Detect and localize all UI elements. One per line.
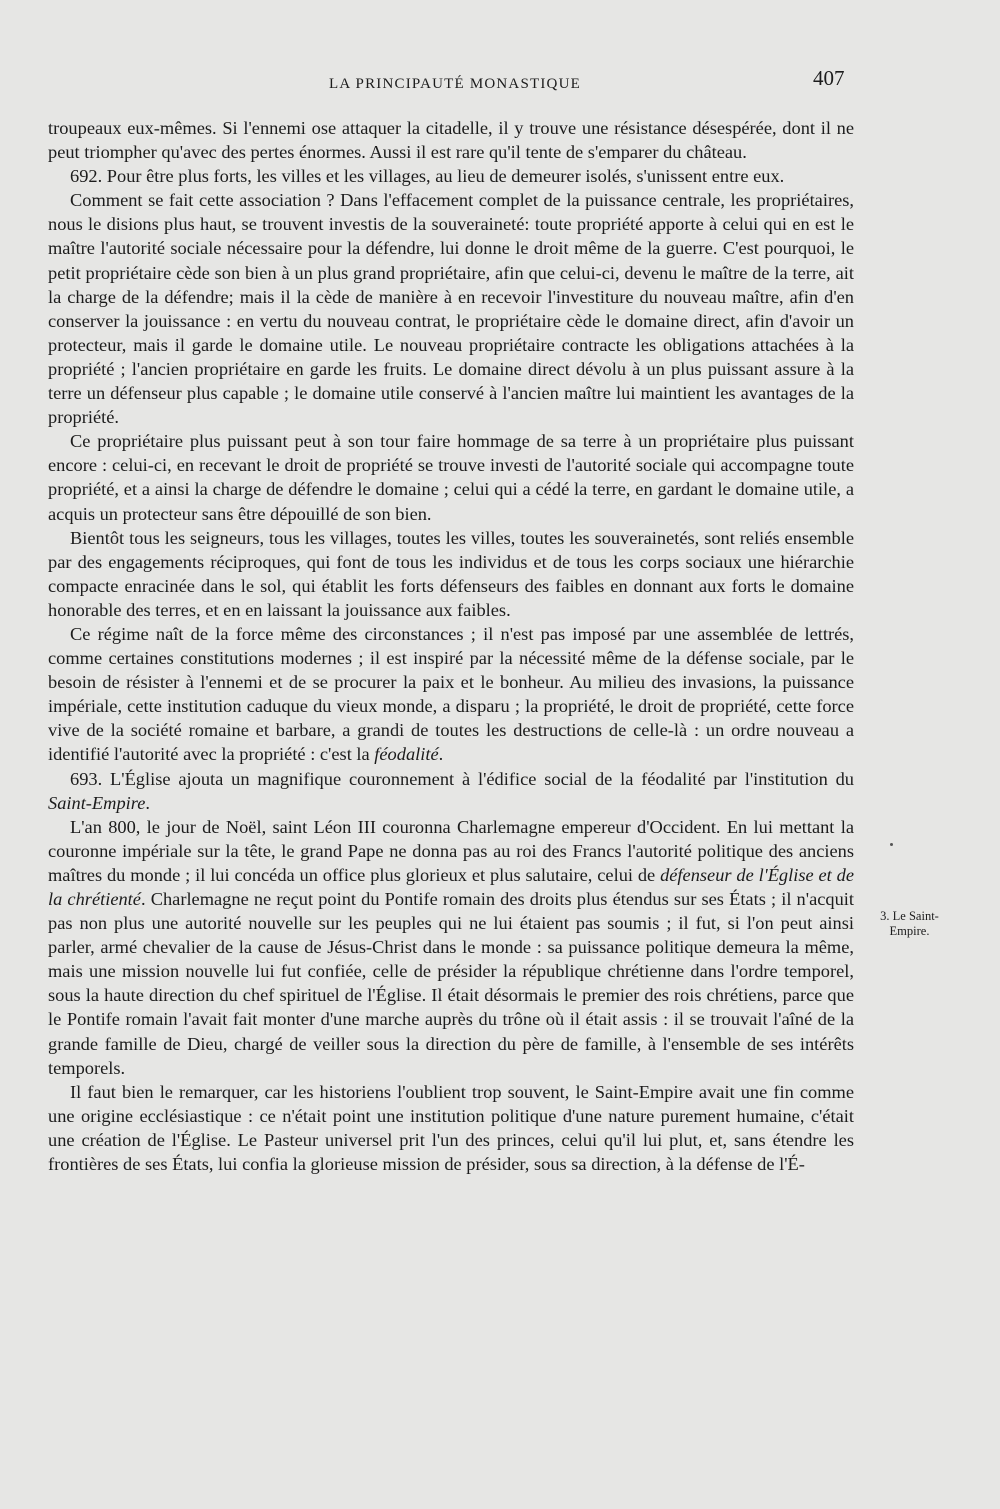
text-run: Bientôt tous les seigneurs, tous les villages, toutes les villes, toutes les souverainetés, sont reliés ensemble par des engagements réciproques, qui font de tous les individus et de tous les corps sociaux une hiérarchie compacte enracinée dans le sol, qui établit les forts défenseurs des faibles en donnant aux forts le domaine honorable des terres, et en en laissant la jouissance aux faibles. (48, 527, 854, 620)
running-title: LA PRINCIPAUTÉ MONASTIQUE (329, 76, 581, 92)
paragraph (48, 622, 854, 767)
margin-note: 3. Le Saint-Empire. (880, 909, 939, 938)
text-run: Comment se fait cette association ? Dans l'effacement complet de la puissance centrale, les propriétaires, nous le disions plus haut, se trouvent investis de la souveraineté: toute propriété apporte à celui qui en est le maître l'autorité sociale nécessaire pour la défendre, lui donne le droit même de la guerre. C'est pourquoi, le petit propriétaire cède son bien à un plus grand propriétaire, afin que celui-ci, devenu le maître de la terre, ait la charge de la défendre; mais il la cède de manière à en recevoir l'investiture du nouveau maître, afin d'en conserver la jouissance : en vertu du nouveau contrat, le propriétaire cède le domaine direct, afin d'avoir un protecteur, mais il garde le domaine utile. Le nouveau propriétaire contracte les obligations attachées à la propriété ; l'ancien propriétaire en garde les fruits. Le domaine direct dévolu à un plus puissant assure à la terre un défenseur plus capable ; le domaine utile conservé à l'ancien maître lui maintient les avantages de la propriété. (48, 190, 854, 428)
paragraph (48, 116, 854, 164)
text-run: Ce propriétaire plus puissant peut à son tour faire hommage de sa terre à un propriétaire plus puissant encore : celui-ci, en recevant le droit de propriété se trouve investi de l'autorité sociale qui accompagne toute propriété, et a ainsi la charge de défendre le domaine ; celui qui a cédé la terre, en gardant le domaine utile, a acquis un protecteur sans être dépouillé de son bien. (48, 431, 854, 524)
ink-speck (890, 843, 893, 846)
paragraph (48, 164, 854, 188)
page-header (0, 66, 1000, 100)
paragraph (48, 526, 854, 622)
text-run: Il faut bien le remarquer, car les historiens l'oublient trop souvent, le Saint-Empire avait une fin comme une origine ecclésiastique : ce n'était point une institution politique d'une nature purement humaine, c'était une création de l'Église. Le Pasteur universel prit l'un des princes, celui qu'il lui plut, et, sans étendre les frontières de ses États, lui confia la glorieuse mission de présider, sous sa direction, à la défense de l'É- (48, 1081, 854, 1175)
body-text (48, 116, 854, 1176)
paragraph (48, 815, 854, 1080)
text-run: . (145, 792, 150, 813)
italic-text: féodalité (374, 744, 439, 765)
text-run: L'Église ajouta un magnifique couronnement à l'édifice social de la féodalité par l'institution du (102, 768, 854, 789)
section-number: 692. (70, 166, 103, 187)
italic-text: défenseur de l'Église et de la chrétienté (48, 864, 855, 909)
section-number: 693. (70, 768, 103, 789)
paragraph (48, 767, 854, 815)
text-run: . Charlemagne ne reçut point du Pontife romain des droits plus étendus sur ses États ; il n'acquit pas non plus une autorité nouvelle sur les peuples qui ne lui étaient pas soumis ; il fut, si l'on peut ainsi parler, armé chevalier de la cause de Jésus-Christ dans le monde : sa puissance politique demeura la même, mais une mission nouvelle lui fut confiée, celle de présider la république chrétienne dans l'ordre temporel, sous la haute direction du chef spirituel de l'Église. Il était désormais le premier des rois chrétiens, parce que le Pontife romain l'avait fait monter d'une marche auprès du trône où il était assis : il se trouvait l'aîné de la grande famille de Dieu, chargé de veiller sous la direction du père de famille, à l'ensemble de ses intérêts temporels. (48, 889, 855, 1078)
text-run: troupeaux eux-mêmes. Si l'ennemi ose attaquer la citadelle, il y trouve une résistance désespérée, dont il ne peut triompher qu'avec des pertes énormes. Aussi il est rare qu'il tente de s'emparer du château. (48, 118, 854, 163)
italic-text: Saint-Empire (48, 792, 146, 813)
page-number: 407 (813, 66, 845, 90)
text-run: L'an 800, le jour de Noël, saint Léon III couronna Charlemagne empereur d'Occident. En lui mettant la couronne impériale sur la tête, le grand Pape ne donna pas au roi des Francs l'autorité politique des anciens maîtres du monde ; il lui concéda un office plus glorieux et plus salutaire, celui de (48, 816, 854, 885)
text-run: . (438, 744, 444, 765)
paragraph (48, 1080, 854, 1176)
text-run: Pour être plus forts, les villes et les villages, au lieu de demeurer isolés, s'unissent entre eux. (102, 166, 785, 187)
paragraph (48, 429, 854, 525)
text-run: Ce régime naît de la force même des circonstances ; il n'est pas imposé par une assemblée de lettrés, comme certaines constitutions modernes ; il est inspiré par la nécessité même de la défense sociale, par le besoin de résister à l'ennemi et de se procurer la paix et le bonheur. Au milieu des invasions, la puissance impériale, cette institution caduque du vieux monde, a disparu ; la propriété, le droit de propriété, cette force vive de la société romaine et barbare, a grandi de toutes les destructions de celle-là : un ordre nouveau a identifié l'autorité avec la propriété : c'est la (48, 623, 854, 765)
paragraph (48, 188, 854, 429)
